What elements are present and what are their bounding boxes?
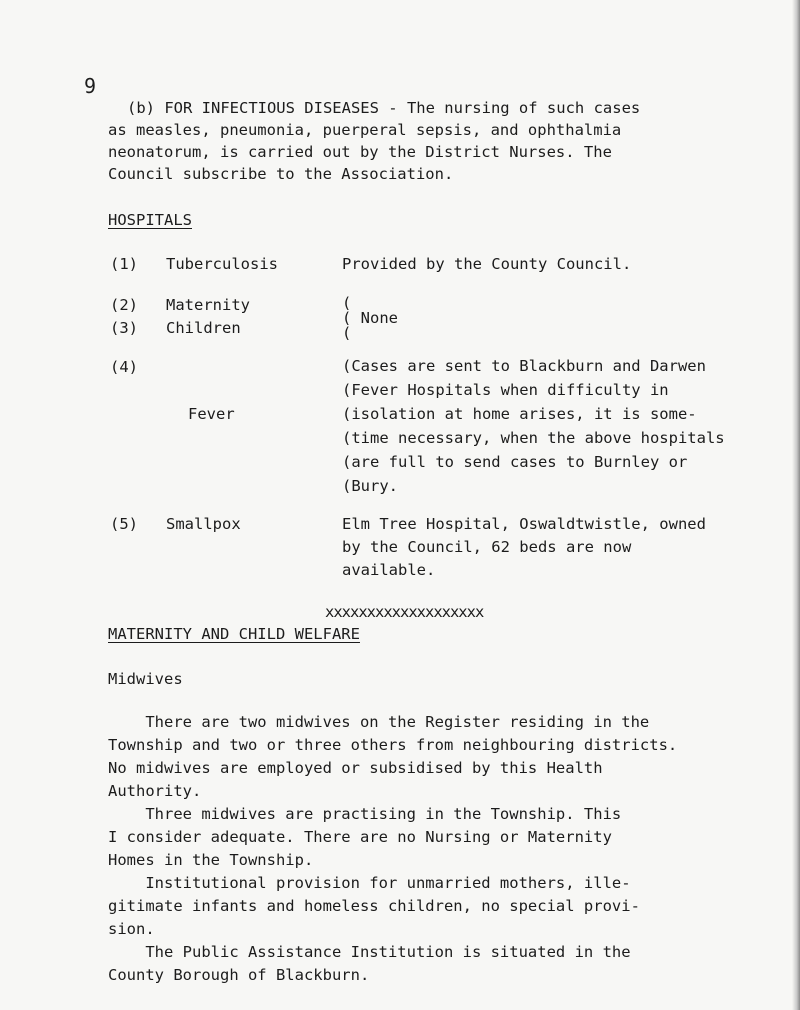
section-separator: xxxxxxxxxxxxxxxxxxx: [325, 603, 484, 621]
hospital-label-smallpox: Smallpox: [166, 515, 241, 533]
hospital-label-tuberculosis: Tuberculosis: [166, 255, 278, 273]
hospital-num-3: (3): [110, 319, 138, 337]
hospital-desc-fever-4: (time necessary, when the above hospitals: [342, 429, 725, 447]
hospital-desc-smallpox-2: by the Council, 62 beds are now: [342, 538, 632, 556]
intro-line-3: neonatorum, is carried out by the District Nurses. The: [108, 143, 612, 161]
page-edge-shadow: [792, 0, 800, 1010]
maternity-line-10: sion.: [108, 920, 155, 938]
intro-line-1: (b) FOR INFECTIOUS DISEASES - The nursing of such cases: [127, 99, 641, 117]
hospital-desc-smallpox-3: available.: [342, 561, 436, 579]
maternity-line-9: gitimate infants and homeless children, no special provi-: [108, 897, 640, 915]
maternity-line-8: Institutional provision for unmarried mothers, ille-: [108, 874, 631, 892]
hospital-desc-children: (: [342, 324, 352, 342]
hospital-num-1: (1): [110, 255, 138, 273]
maternity-line-5: Three midwives are practising in the Township. This: [108, 805, 622, 823]
intro-line-2: as measles, pneumonia, puerperal sepsis, and ophthalmia: [108, 121, 622, 139]
maternity-line-7: Homes in the Township.: [108, 851, 314, 869]
hospital-desc-maternity-1: (: [342, 294, 352, 312]
hospital-desc-fever-6: (Bury.: [342, 477, 398, 495]
hospital-num-2: (2): [110, 296, 138, 314]
maternity-line-11: The Public Assistance Institution is situated in the: [108, 943, 631, 961]
midwives-subheading: Midwives: [108, 670, 183, 688]
hospital-label-fever: Fever: [188, 405, 235, 423]
hospital-num-4: (4): [110, 358, 138, 376]
hospital-desc-fever-5: (are full to send cases to Burnley or: [342, 453, 688, 471]
page-number: 9: [84, 74, 97, 98]
hospital-label-maternity: Maternity: [166, 296, 250, 314]
hospital-desc-fever-2: (Fever Hospitals when difficulty in: [342, 381, 669, 399]
maternity-line-3: No midwives are employed or subsidised by this Health: [108, 759, 603, 777]
maternity-line-2: Township and two or three others from neighbouring districts.: [108, 736, 678, 754]
hospitals-heading: HOSPITALS: [108, 211, 192, 229]
intro-line-4: Council subscribe to the Association.: [108, 165, 454, 183]
hospital-desc-fever-3: (isolation at home arises, it is some-: [342, 405, 697, 423]
maternity-heading: MATERNITY AND CHILD WELFARE: [108, 625, 360, 643]
hospital-label-children: Children: [166, 319, 241, 337]
hospital-num-5: (5): [110, 515, 138, 533]
hospital-desc-fever-1: (Cases are sent to Blackburn and Darwen: [342, 357, 706, 375]
maternity-line-4: Authority.: [108, 782, 202, 800]
maternity-line-1: There are two midwives on the Register residing in the: [108, 713, 650, 731]
hospital-desc-maternity-2: ( None: [342, 309, 398, 327]
maternity-line-12: County Borough of Blackburn.: [108, 966, 370, 984]
hospital-desc-smallpox-1: Elm Tree Hospital, Oswaldtwistle, owned: [342, 515, 706, 533]
hospital-desc-tuberculosis: Provided by the County Council.: [342, 255, 632, 273]
maternity-line-6: I consider adequate. There are no Nursing or Maternity: [108, 828, 612, 846]
